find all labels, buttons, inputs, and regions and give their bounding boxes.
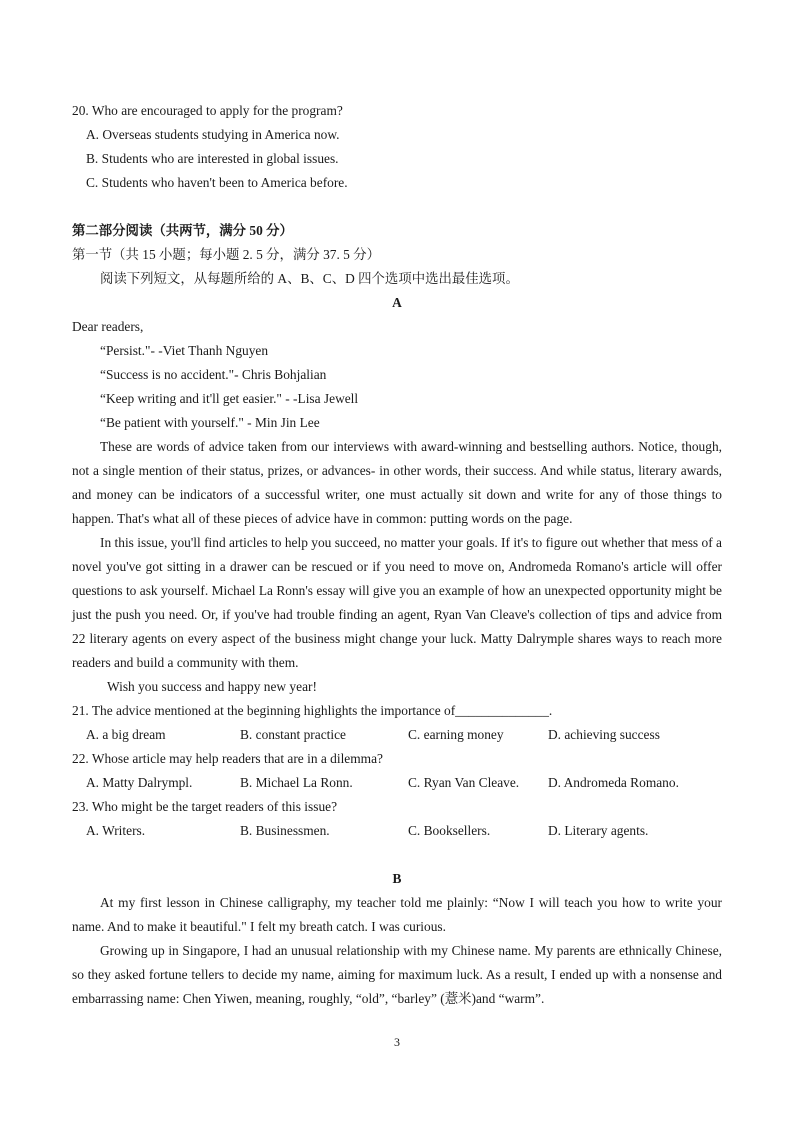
q22-options bbox=[0, 775, 794, 791]
q21-stem bbox=[72, 703, 552, 719]
q22-option-c: C. Ryan Van Cleave. bbox=[408, 775, 520, 790]
passage-b-paragraph-2: Growing up in Singapore, I had an unusual relationship with my Chinese name. My parents are ethnically Chinese, so they asked fortune tellers to decide my name, aiming for maximum luck. As a result, I ended up with a nonsense and embarrassing name: Chen Yiwen, meaning, roughly, “old”, “barley” (薏米)and “warm”. bbox=[72, 943, 722, 1006]
q21-option-c: C. earning money bbox=[408, 727, 504, 742]
quote-2: “Success is no accident."- Chris Bohjalian bbox=[100, 367, 327, 382]
section-title: 第二部分阅读（共两节，满分 50 分） bbox=[72, 223, 293, 238]
quote-4: “Be patient with yourself." - Min Jin Lee bbox=[100, 415, 320, 430]
passage-a-label: A bbox=[392, 295, 402, 310]
q22-option-d: D. Andromeda Romano. bbox=[548, 775, 679, 790]
q23-option-c: C. Booksellers. bbox=[408, 823, 491, 838]
q21-option-a: A. a big dream bbox=[86, 727, 166, 742]
q20-option-b: B. Students who are interested in global issues. bbox=[86, 151, 339, 166]
q23-option-a: A. Writers. bbox=[86, 823, 146, 838]
passage-b-label: B bbox=[392, 871, 402, 886]
q20-option-a: A. Overseas students studying in America now. bbox=[86, 127, 340, 142]
page-number: 3 bbox=[394, 1035, 400, 1049]
q21-stem-text: 21. The advice mentioned at the beginning highlights the importance of bbox=[72, 703, 456, 718]
quote-3: “Keep writing and it'll get easier." - -Lisa Jewell bbox=[100, 391, 359, 406]
q22-option-a: A. Matty Dalrympl. bbox=[86, 775, 193, 790]
q23-stem: 23. Who might be the target readers of this issue? bbox=[72, 799, 338, 814]
passage-a-closing: Wish you success and happy new year! bbox=[107, 679, 317, 694]
q23-option-d: D. Literary agents. bbox=[548, 823, 649, 838]
q21-options bbox=[0, 727, 794, 743]
passage-b-paragraph-1: At my first lesson in Chinese calligraphy, my teacher told me plainly: “Now I will teach you how to write your name. And to make it beautiful." I felt my breath catch. I was curious. bbox=[72, 895, 722, 934]
q22-stem: 22. Whose article may help readers that are in a dilemma? bbox=[72, 751, 383, 766]
section-instruction: 阅读下列短文，从每题所给的 A、B、C、D 四个选项中选出最佳选项。 bbox=[100, 271, 519, 286]
q23-option-b: B. Businessmen. bbox=[240, 823, 330, 838]
q21-option-d: D. achieving success bbox=[548, 727, 660, 742]
passage-a-greeting: Dear readers, bbox=[72, 319, 144, 334]
q20-option-c: C. Students who haven't been to America before. bbox=[86, 175, 348, 190]
quote-1: “Persist."- -Viet Thanh Nguyen bbox=[100, 343, 269, 358]
q22-option-b: B. Michael La Ronn. bbox=[240, 775, 353, 790]
q21-option-b: B. constant practice bbox=[240, 727, 346, 742]
q23-options bbox=[0, 823, 794, 839]
passage-a-paragraph-1: These are words of advice taken from our interviews with award-winning and bestselling authors. Notice, though, not a single mention of their status, prizes, or advances- in other words, their success. And while status, literary awards, and money can be indicators of a successful writer, one must actually sit down and write for any of those things to happen. That's what all of these pieces of advice have in common: putting words on the page. bbox=[72, 439, 722, 526]
passage-a-paragraph-2: In this issue, you'll find articles to help you succeed, no matter your goals. If it's to figure out whether that mess of a novel you've got sitting in a drawer can be rescued or if you need to move on, Andromeda Romano's article will offer questions to ask yourself. Michael La Ronn's essay will give you an example of how an unexpected opportunity might be just the push you need. Or, if you've had trouble finding an agent, Ryan Van Cleave's collection of tips and advice from 22 literary agents on every aspect of the business might change your luck. Matty Dalrymple shares ways to reach more readers and build a community with them. bbox=[72, 535, 722, 670]
q21-blank: ______________. bbox=[455, 703, 553, 718]
q20-stem: 20. Who are encouraged to apply for the program? bbox=[72, 103, 343, 118]
section-subtitle: 第一节（共 15 小题；每小题 2. 5 分，满分 37. 5 分） bbox=[72, 247, 380, 262]
